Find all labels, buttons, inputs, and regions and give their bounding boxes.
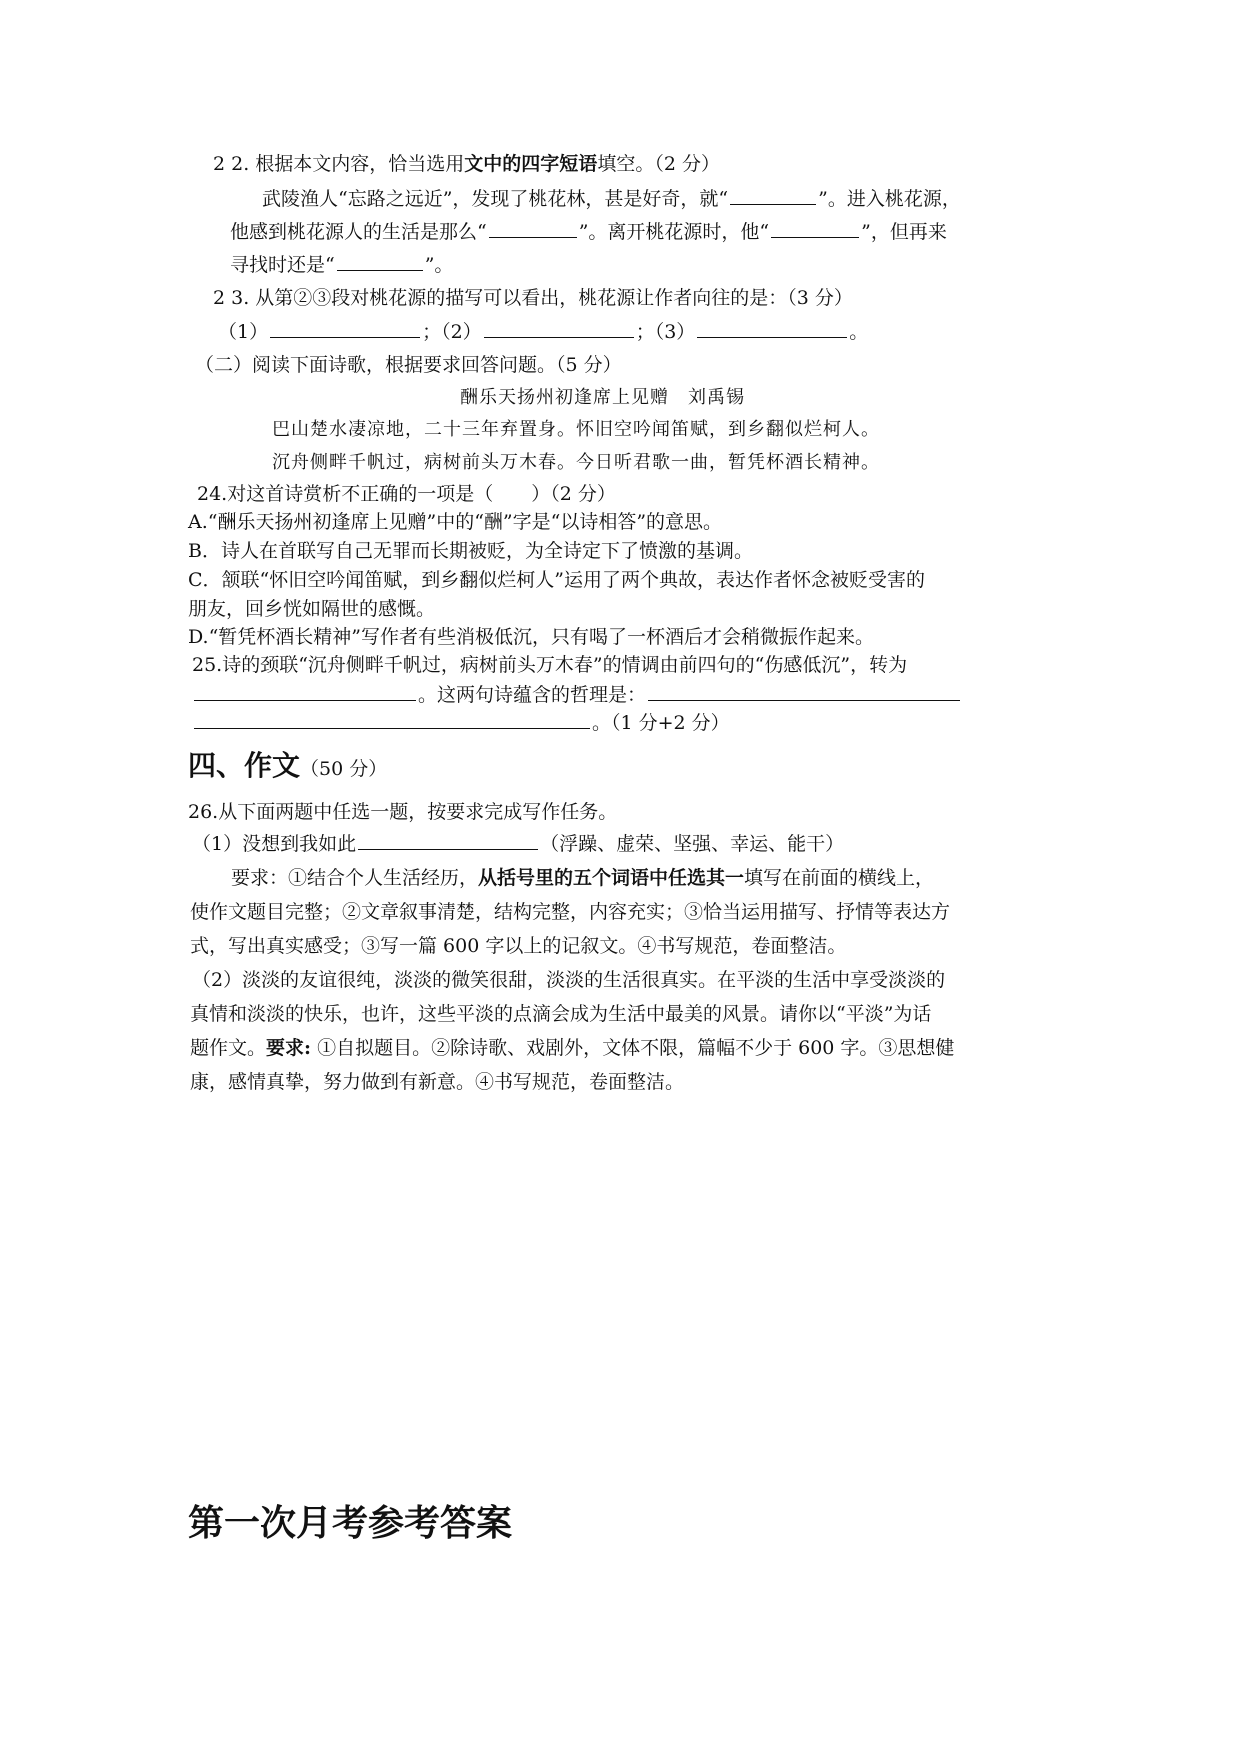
q23-answers: （1） ；（2） ；（3） 。 (218, 321, 869, 343)
q26-req-1: 要求：①结合个人生活经历，从括号里的五个词语中任选其一填写在前面的横线上， (231, 867, 935, 889)
q22-stem: 2 2. 根据本文内容，恰当选用文中的四字短语填空。（2 分） (213, 153, 720, 175)
q26-topic-1-blank[interactable] (358, 848, 538, 850)
q25-blank-2[interactable] (648, 699, 960, 701)
poem-line-2: 沉舟侧畔千帆过，病树前头万木春。今日听君歌一曲，暂凭杯酒长精神。 (272, 452, 880, 473)
q24-option-a: A.“酬乐天扬州初逢席上见赠”中的“酬”字是“以诗相答”的意思。 (188, 511, 723, 533)
q26-req-1-bold: 从括号里的五个词语中任选其一 (478, 867, 745, 889)
q26-topic-2-line-3: 题作文。要求: ①自拟题目。②除诗歌、戏剧外，文体不限，篇幅不少于 600 字。③思想健 (190, 1037, 955, 1059)
q23-blank-1[interactable] (270, 336, 420, 338)
q25-blank-3[interactable] (194, 727, 590, 729)
poem-line-1: 巴山楚水凄凉地，二十三年弃置身。怀旧空吟闻笛赋，到乡翻似烂柯人。 (272, 419, 880, 440)
q24-option-b: B．诗人在首联写自己无罪而长期被贬，为全诗定下了愤激的基调。 (188, 540, 753, 562)
q24-option-c-1: C．颔联“怀旧空吟闻笛赋，到乡翻似烂柯人”运用了两个典故，表达作者怀念被贬受害的 (188, 569, 925, 591)
q22-blank-1[interactable] (730, 203, 816, 205)
q22-line-3: 寻找时还是“ ”。 (230, 254, 454, 276)
q24-option-d: D.“暂凭杯酒长精神”写作者有些消极低沉，只有喝了一杯酒后才会稍微振作起来。 (188, 626, 875, 648)
q26-topic-2-line-2: 真情和淡淡的快乐，也许，这些平淡的点滴会成为生活中最美的风景。请你以“平淡”为话 (190, 1003, 932, 1025)
section-4-heading: 四、作文（50 分） (188, 749, 388, 782)
section-4-score: （50 分） (300, 758, 388, 780)
q24-stem: 24.对这首诗赏析不正确的一项是（ ）（2 分） (197, 483, 616, 505)
q26-topic-2-line-4: 康，感情真挚，努力做到有新意。④书写规范，卷面整洁。 (190, 1071, 685, 1093)
q23-stem: 2 3. 从第②③段对桃花源的描写可以看出，桃花源让作者向往的是：（3 分） (213, 287, 853, 309)
q23-blank-3[interactable] (697, 336, 847, 338)
answers-title: 第一次月考参考答案 (188, 1503, 513, 1544)
q26-topic-2-req-label: 要求: (266, 1037, 312, 1059)
q25-blank-1[interactable] (194, 699, 416, 701)
q23-blank-2[interactable] (484, 336, 634, 338)
q22-blank-2[interactable] (489, 236, 577, 238)
q25-line-2: 。这两句诗蕴含的哲理是： (192, 686, 962, 705)
q26-req-2: 使作文题目完整；②文章叙事清楚，结构完整，内容充实；③恰当运用描写、抒情等表达方 (190, 901, 951, 923)
q25-line-3: 。（1 分+2 分） (192, 714, 730, 733)
q26-topic-2-line-1: （2）淡淡的友谊很纯，淡淡的微笑很甜，淡淡的生活很真实。在平淡的生活中享受淡淡的 (192, 969, 946, 991)
q22-blank-4[interactable] (337, 269, 423, 271)
part2-intro: （二）阅读下面诗歌，根据要求回答问题。（5 分） (195, 354, 622, 376)
q22-line-2: 他感到桃花源人的生活是那么“ ”。离开桃花源时，他“ ”，但再来 (230, 221, 947, 243)
q26-stem: 26.从下面两题中任选一题，按要求完成写作任务。 (188, 801, 618, 823)
q22-stem-bold: 文中的四字短语 (464, 153, 598, 175)
q25-line-1: 25.诗的颈联“沉舟侧畔千帆过，病树前头万木春”的情调由前四句的“伤感低沉”，转为 (192, 654, 908, 676)
q24-option-c-2: 朋友，回乡恍如隔世的感慨。 (188, 598, 436, 620)
q26-req-3: 式，写出真实感受；③写一篇 600 字以上的记叙文。④书写规范，卷面整洁。 (190, 935, 847, 957)
q26-topic-1: （1）没想到我如此 （浮躁、虚荣、坚强、幸运、能干） (192, 833, 845, 855)
q22-line-1: 武陵渔人“忘路之远近”，发现了桃花林，甚是好奇，就“ ”。进入桃花源， (262, 188, 961, 210)
poem-title: 酬乐天扬州初逢席上见赠 刘禹锡 (460, 387, 745, 408)
q22-blank-3[interactable] (771, 236, 859, 238)
